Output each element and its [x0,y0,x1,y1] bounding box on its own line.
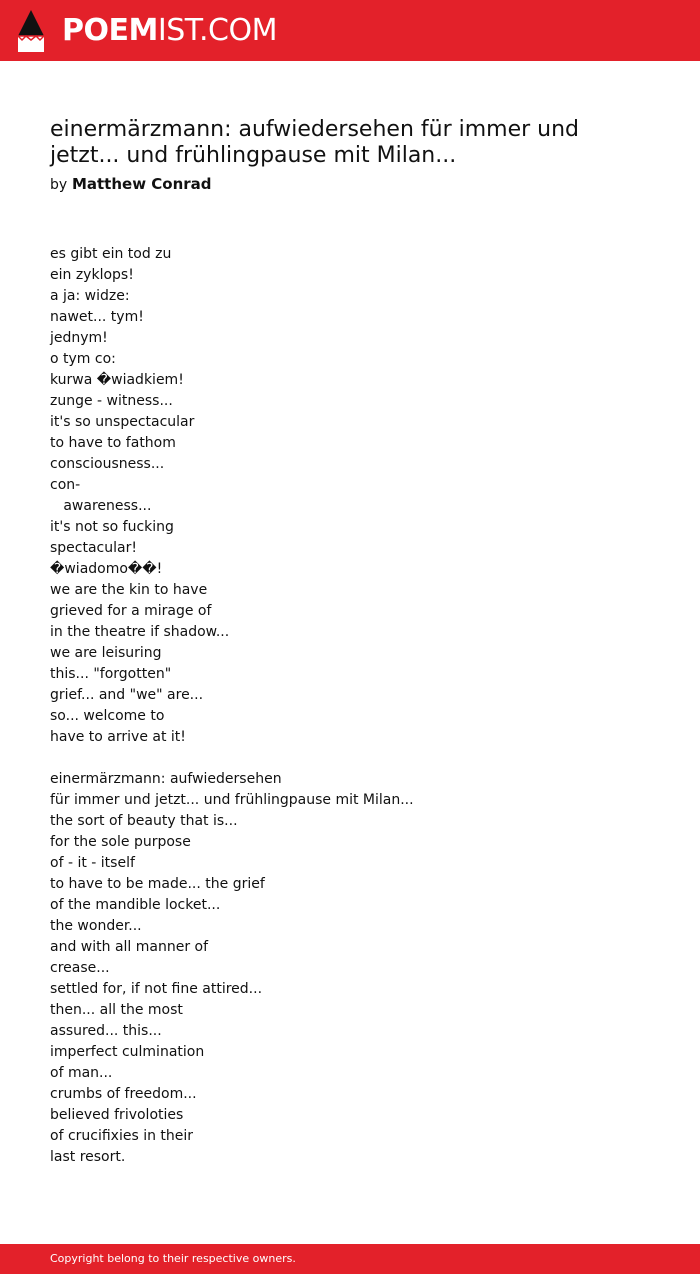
brand-bold-part: POEM [62,13,158,48]
poem-line: of - it - itself [50,855,135,871]
poem-line: jednym! [50,330,108,346]
poem-line: have to arrive at it! [50,729,186,745]
poem-line: einermärzmann: aufwiedersehen [50,771,282,787]
poem-line: of the mandible locket... [50,897,221,913]
poem-line: es gibt ein tod zu [50,246,172,262]
poem-line: and with all manner of [50,939,209,955]
poem-line: the wonder... [50,918,142,934]
byline [50,173,212,196]
site-header [0,0,700,61]
brand-light-part: IST.COM [157,13,277,48]
pencil-tip-icon[interactable] [18,10,44,52]
poem-line: consciousness... [50,456,165,472]
poem-body [50,244,650,1189]
poem-line: spectacular! [50,540,137,556]
poem-line: we are leisuring [50,645,162,661]
poem-line: in the theatre if shadow... [50,624,230,640]
poem-line: to have to fathom [50,435,176,451]
poem-line: it's not so fucking [50,519,174,535]
poem-line: zunge - witness... [50,393,173,409]
poem-line: last resort. [50,1149,126,1165]
copyright-text: Copyright belong to their respective owners. [50,1252,296,1265]
poem-line: �wiadomo��! [50,561,163,577]
poem-title: einermärzmann: aufwiedersehen für immer und jetzt... und frühlingpause mit Milan... [50,117,579,168]
poem-line: settled for, if not fine attired... [50,981,263,997]
poem-line: this... "forgotten" [50,666,172,682]
poem-line: ein zyklops! [50,267,134,283]
poem-line: for the sole purpose [50,834,191,850]
poem-line: con- [50,477,81,493]
poem-line: imperfect culmination [50,1044,205,1060]
poem-line: kurwa �wiadkiem! [50,372,184,388]
site-logo-text[interactable] [62,12,277,50]
poem-line: nawet... tym! [50,309,144,325]
poem-line: grief... and "we" are... [50,687,204,703]
poem-line: o tym co: [50,351,116,367]
poem-line: a ja: widze: [50,288,130,304]
by-label: by [50,177,68,193]
poem-line: believed frivoloties [50,1107,184,1123]
poem-stanza [50,244,650,748]
poem-line: crumbs of freedom... [50,1086,197,1102]
poem-line: to have to be made... the grief [50,876,265,892]
poem-line: für immer und jetzt... und frühlingpause mit Milan... [50,792,414,808]
poem-line: of man... [50,1065,113,1081]
author-name[interactable]: Matthew Conrad [71,175,212,193]
poem-line: of crucifixies in their [50,1128,194,1144]
site-footer [0,1244,700,1274]
poem-line: so... welcome to [50,708,165,724]
poem-line: then... all the most [50,1002,183,1018]
poem-line: the sort of beauty that is... [50,813,238,829]
poem-line: crease... [50,960,110,976]
poem-line: assured... this... [50,1023,162,1039]
poem-line: we are the kin to have [50,582,208,598]
poem-stanza [50,769,650,1168]
poem-line: it's so unspectacular [50,414,195,430]
poem-line: grieved for a mirage of [50,603,212,619]
poem-line: awareness... [50,498,152,514]
